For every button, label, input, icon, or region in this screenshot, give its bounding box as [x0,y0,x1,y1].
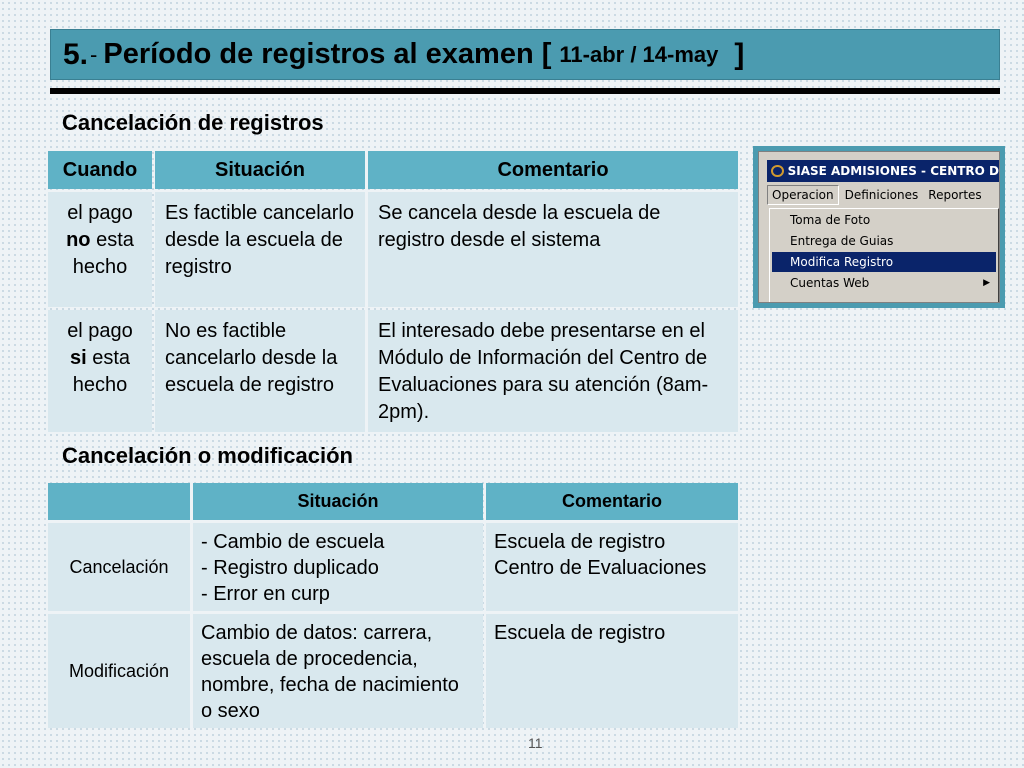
cuando-text: el pago [67,320,133,342]
situacion-line: - Cambio de escuela [201,531,385,553]
comentario-line: Centro de Evaluaciones [494,557,707,579]
table-row [48,523,738,611]
app-screenshot [753,146,1005,308]
page-number: 11 [528,735,543,751]
modificacion-table [45,480,741,731]
menu-reportes[interactable]: Reportes [928,188,982,202]
column-header: Situación [155,151,365,189]
submenu-arrow-icon: ▶ [983,278,990,288]
situacion-line: - Registro duplicado [201,557,379,579]
section-heading-cancelacion: Cancelación de registros [62,110,324,135]
cuando-bold: si [69,347,87,369]
title-dates: 11-abr / 14-may [559,41,719,67]
column-header: Situación [193,483,483,520]
cuando-cell [48,192,152,307]
cancelacion-table [45,148,741,435]
title-dash: - [90,41,98,67]
table-row [48,192,738,307]
title-underline [50,88,1000,94]
window-title: SIASE ADMISIONES - CENTRO D [787,164,999,178]
section-heading-modificacion: Cancelación o modificación [62,443,353,468]
cuando-cell [48,310,152,432]
column-header: Comentario [368,151,738,189]
title-close-bracket: ] [734,37,745,71]
title-text: Período de registros al examen [ [103,38,552,70]
situacion-cell [193,523,483,611]
situacion-line: - Error en curp [201,583,330,605]
table-header-row [48,151,738,189]
menu-item-toma-de-foto[interactable]: Toma de Foto [790,213,871,227]
column-header: Comentario [486,483,738,520]
comentario-line: Escuela de registro [494,531,666,553]
menu-item-cuentas-web[interactable] [772,273,996,293]
column-header [48,483,190,520]
operacion-dropdown [769,208,999,303]
window-title-bar [767,160,999,182]
tipo-cell: Modificación [48,614,190,728]
cuando-text: esta hecho [72,347,131,396]
situacion-cell [193,614,483,728]
table-row [48,614,738,728]
situacion-cell: Es factible cancelarlo desde la escuela de registro [155,192,365,307]
comentario-cell: El interesado debe presentarse en el Módulo de Información del Centro de Evaluaciones para su atención (8am-2pm). [368,310,738,432]
app-logo-icon [771,165,784,177]
menu-item-modifica-registro[interactable]: Modifica Registro [772,252,996,272]
menu-item-entrega-de-guias[interactable]: Entrega de Guias [790,234,894,248]
column-header: Cuando [48,151,152,189]
cuando-bold: no [66,229,91,251]
table-row [48,310,738,432]
situacion-line: Cambio de datos: carrera, escuela de procedencia, nombre, fecha de nacimiento o sexo [201,622,459,722]
cuando-text: el pago [67,202,133,224]
tipo-cell: Cancelación [48,523,190,611]
comentario-cell: Se cancela desde la escuela de registro desde el sistema [368,192,738,307]
app-window [758,151,1000,303]
menu-item-label: Cuentas Web [790,276,870,290]
menu-definiciones[interactable]: Definiciones [844,188,919,202]
table-header-row [48,483,738,520]
comentario-cell [486,614,738,728]
comentario-line: Escuela de registro [494,622,666,644]
title-number: 5. [63,37,89,71]
comentario-cell [486,523,738,611]
situacion-cell: No es factible cancelarlo desde la escuela de registro [155,310,365,432]
slide-title-bar [50,29,1000,80]
menu-operacion[interactable]: Operacion [767,185,839,205]
menu-bar [767,184,999,206]
cuando-text: esta hecho [72,229,134,278]
